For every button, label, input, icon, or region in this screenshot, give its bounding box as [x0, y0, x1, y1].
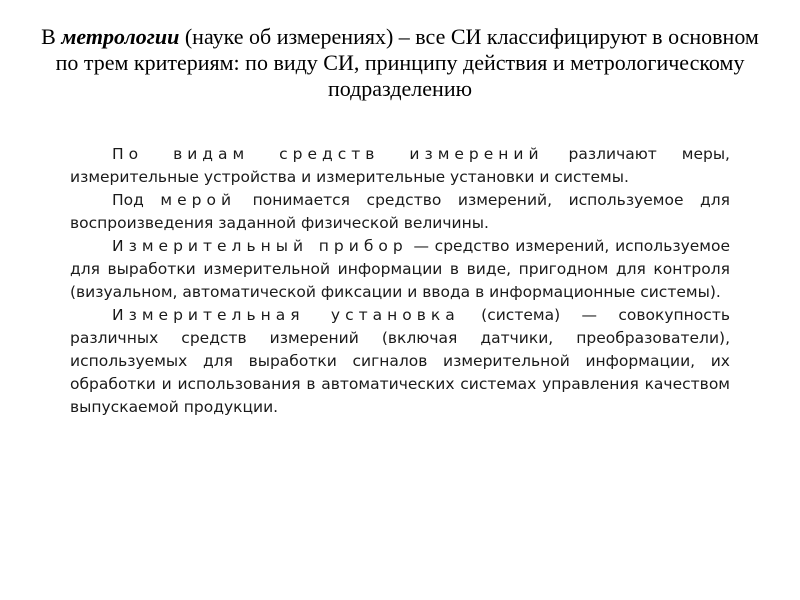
paragraph-text: различают меры, измерительные устройства и измерительные установки и системы. [70, 145, 730, 186]
title-part-1: В [41, 24, 62, 49]
scanned-text-block [70, 143, 730, 419]
slide-title [40, 24, 760, 102]
term-measuring-installation: Измерительная установка [112, 306, 460, 324]
term-measure: мерой [160, 191, 237, 209]
term-measurement-types: По видам средств измерений [112, 145, 544, 163]
paragraph-text: — средство измерений, используемое для выработки измерительной информации в виде, пригодном для контроля (визуальном, автоматической фиксации и ввода в информационные системы). [70, 237, 730, 301]
paragraph-measure [70, 189, 730, 235]
paragraph-measuring-installation [70, 304, 730, 419]
paragraph-measuring-instrument [70, 235, 730, 304]
paragraph-measurement-types [70, 143, 730, 189]
title-emphasis: метрологии [61, 24, 180, 49]
title-part-2: (науке об измерениях) – все СИ классифицируют в основном по трем критериям: по виду СИ, принципу действия и метрологическому подразделению [55, 24, 759, 101]
paragraph-lead: Под [112, 191, 161, 209]
paragraph-text: (система) — совокупность различных средств измерений (включая датчики, преобразователи), используемых для выработки сигналов измерительной информации, их обработки и использования в автоматических системах управления качеством выпускаемой продукции. [70, 306, 730, 416]
paragraph-text: понимается средство измерений, используемое для воспроизведения заданной физической величины. [70, 191, 730, 232]
term-measuring-instrument: Измерительный прибор [112, 237, 408, 255]
